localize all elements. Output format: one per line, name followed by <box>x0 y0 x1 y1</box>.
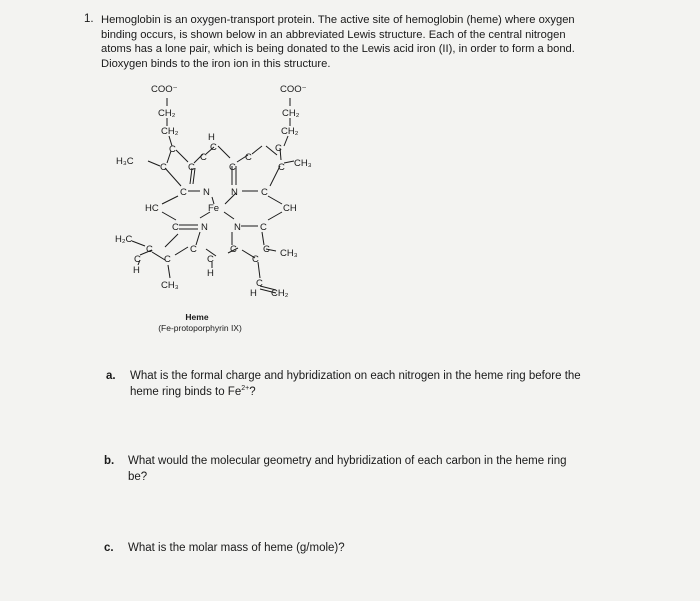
ch2-label: CH₂ <box>158 108 176 119</box>
part-line: What is the formal charge and hybridization on each nitrogen in the heme ring before the <box>130 370 581 382</box>
nitrogen-label: N <box>203 187 210 198</box>
carbon-label: C <box>245 152 252 163</box>
part-line-with-ion <box>130 384 581 400</box>
part-label: a. <box>106 370 116 382</box>
part-line: What is the molar mass of heme (g/mole)? <box>128 542 345 554</box>
part-line: be? <box>128 471 148 483</box>
carbon-label: C <box>278 162 285 173</box>
structure-caption-subtitle: (Fe-protoporphyrin IX) <box>158 323 242 333</box>
ion-charge: 2+ <box>241 385 250 393</box>
carboxylate-left-label: COO⁻ <box>151 84 178 95</box>
hydrogen-label: H <box>250 288 257 299</box>
carbon-label: C <box>190 244 197 255</box>
carbon-label: C <box>275 143 282 154</box>
question-mark: ? <box>249 386 256 398</box>
carbon-label: C <box>169 144 176 155</box>
methine-right-label: CH <box>283 203 297 214</box>
carbon-label: C <box>230 244 237 255</box>
carbon-label: C <box>146 244 153 255</box>
hydrogen-label: H <box>133 265 140 276</box>
structure-caption-title: Heme <box>185 312 209 322</box>
carbon-label: C <box>180 187 187 198</box>
part-line: What would the molecular geometry and hybridization of each carbon in the heme ring <box>128 455 567 467</box>
carbon-label: C <box>160 162 167 173</box>
hydrogen-label: H <box>207 268 214 279</box>
carbon-label: C <box>256 278 263 289</box>
hydrogen-label: H <box>208 132 215 143</box>
intro-line: Hemoglobin is an oxygen-transport protein. The active site of hemoglobin (heme) where oxygen <box>101 14 575 26</box>
nitrogen-label: N <box>231 187 238 198</box>
intro-line: binding occurs, is shown below in an abbreviated Lewis structure. Each of the central nitrogen <box>101 28 566 41</box>
carboxylate-right-label: COO⁻ <box>280 84 307 95</box>
nitrogen-label: N <box>201 222 208 233</box>
part-text <box>128 453 567 485</box>
part-label: c. <box>104 542 114 554</box>
carbon-label: C <box>252 254 259 265</box>
carbon-label: C <box>172 222 179 233</box>
intro-line: Dioxygen binds to the iron ion in this structure. <box>101 57 331 70</box>
part-line: heme ring binds to Fe <box>130 386 242 398</box>
carbon-label: C <box>263 244 270 255</box>
methyl-right-label: CH₃ <box>280 248 298 259</box>
part-text <box>128 540 345 556</box>
methine-left-label: HC <box>145 203 159 214</box>
carbon-label: C <box>164 254 171 265</box>
carbon-label: C <box>260 222 267 233</box>
carbon-label: C <box>261 187 268 198</box>
carbon-label: C <box>229 162 236 173</box>
carbon-label: C <box>200 152 207 163</box>
carbon-label: C <box>207 254 214 265</box>
methyl-label: CH₃ <box>161 280 179 291</box>
iron-label: Fe <box>208 203 220 214</box>
ch2-label: CH₂ <box>161 126 179 137</box>
methyl-left-label: H₃C <box>116 156 134 167</box>
part-text <box>130 368 581 400</box>
ch2-label: CH₂ <box>282 108 300 119</box>
carbon-label: C <box>210 142 217 153</box>
methyl-right-label: CH₃ <box>294 158 312 169</box>
ch2-label: CH₂ <box>281 126 299 137</box>
question-number: 1. <box>84 13 94 25</box>
carbon-label: C <box>134 254 141 265</box>
vinyl-terminal-label: CH₂ <box>271 288 289 299</box>
nitrogen-label: N <box>234 222 241 233</box>
intro-line: atoms has a lone pair, which is being donated to the Lewis acid iron (II), in order to form a bond. <box>101 43 575 56</box>
vinyl-left-label: H₂C <box>115 234 133 245</box>
part-label: b. <box>104 455 115 467</box>
carbon-label: C <box>188 162 195 173</box>
